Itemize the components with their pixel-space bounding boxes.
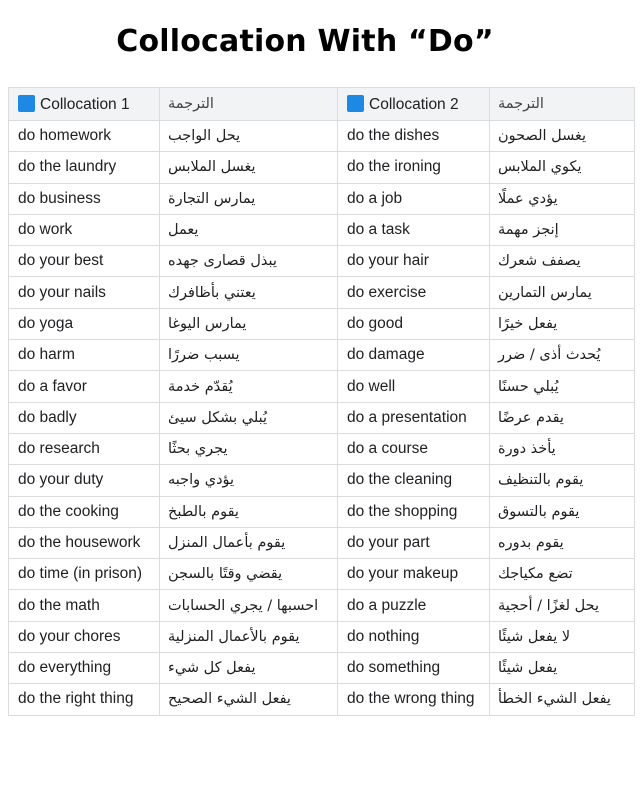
- collocation-1-cell: do your chores: [9, 621, 160, 652]
- table-row: [9, 559, 635, 590]
- collocation-2-cell: do the shopping: [338, 496, 490, 527]
- collocation-1-cell: do homework: [9, 121, 160, 152]
- collocation-1-cell: do work: [9, 214, 160, 245]
- translation-1-cell: يجري بحثًا: [160, 433, 338, 464]
- table-row: [9, 121, 635, 152]
- translation-1-cell: يبذل قصارى جهده: [160, 246, 338, 277]
- collocation-2-cell: do your hair: [338, 246, 490, 277]
- translation-1-cell: يحل الواجب: [160, 121, 338, 152]
- translation-1-cell: يعمل: [160, 214, 338, 245]
- translation-2-cell: يأخذ دورة: [490, 433, 635, 464]
- table-row: [9, 653, 635, 684]
- table-row: [9, 465, 635, 496]
- translation-2-cell: يقوم بالتسوق: [490, 496, 635, 527]
- collocation-1-cell: do your best: [9, 246, 160, 277]
- table-row: [9, 183, 635, 214]
- collocation-1-cell: do the housework: [9, 527, 160, 558]
- translation-1-cell: يفعل كل شيء: [160, 653, 338, 684]
- translation-2-cell: يقوم بالتنظيف: [490, 465, 635, 496]
- collocation-2-cell: do well: [338, 371, 490, 402]
- collocation-2-cell: do your makeup: [338, 559, 490, 590]
- translation-1-cell: يقوم بأعمال المنزل: [160, 527, 338, 558]
- table-row: [9, 308, 635, 339]
- table-row: [9, 496, 635, 527]
- collocation-1-cell: do harm: [9, 340, 160, 371]
- table-row: [9, 527, 635, 558]
- header-collocation-1-label: Collocation 1: [40, 95, 130, 113]
- table-row: [9, 621, 635, 652]
- translation-1-cell: يقضي وقتًا بالسجن: [160, 559, 338, 590]
- collocation-2-cell: do a job: [338, 183, 490, 214]
- translation-2-cell: يُبلي حسنًا: [490, 371, 635, 402]
- translation-1-cell: يقوم بالطبخ: [160, 496, 338, 527]
- collocation-1-cell: do badly: [9, 402, 160, 433]
- translation-1-cell: يؤدي واجبه: [160, 465, 338, 496]
- translation-2-cell: يُحدث أذى / ضرر: [490, 340, 635, 371]
- translation-2-cell: يؤدي عملًا: [490, 183, 635, 214]
- table-row: [9, 340, 635, 371]
- collocation-2-cell: do something: [338, 653, 490, 684]
- collocation-2-cell: do the ironing: [338, 152, 490, 183]
- translation-1-cell: يغسل الملابس: [160, 152, 338, 183]
- collocation-1-cell: do the right thing: [9, 684, 160, 715]
- translation-1-cell: يُقدّم خدمة: [160, 371, 338, 402]
- table-row: [9, 402, 635, 433]
- collocation-2-cell: do exercise: [338, 277, 490, 308]
- translation-2-cell: يمارس التمارين: [490, 277, 635, 308]
- table-row: [9, 152, 635, 183]
- header-collocation-1: [9, 88, 160, 121]
- table-row: [9, 246, 635, 277]
- collocation-1-cell: do business: [9, 183, 160, 214]
- collocation-2-cell: do good: [338, 308, 490, 339]
- table-row: [9, 684, 635, 715]
- collocation-1-cell: do your nails: [9, 277, 160, 308]
- header-translation-1: الترجمة: [160, 88, 338, 121]
- translation-2-cell: يحل لغزًا / أحجية: [490, 590, 635, 621]
- table-body: [9, 121, 635, 716]
- translation-2-cell: يفعل شيئًا: [490, 653, 635, 684]
- collocation-1-cell: do a favor: [9, 371, 160, 402]
- collocation-2-cell: do the dishes: [338, 121, 490, 152]
- table-row: [9, 371, 635, 402]
- translation-1-cell: يقوم بالأعمال المنزلية: [160, 621, 338, 652]
- collocation-2-cell: do a presentation: [338, 402, 490, 433]
- collocation-1-cell: do the math: [9, 590, 160, 621]
- translation-2-cell: إنجز مهمة: [490, 214, 635, 245]
- translation-1-cell: يعتني بأظافرك: [160, 277, 338, 308]
- collocation-2-cell: do a puzzle: [338, 590, 490, 621]
- table-row: [9, 433, 635, 464]
- translation-1-cell: يمارس اليوغا: [160, 308, 338, 339]
- collocation-1-cell: do everything: [9, 653, 160, 684]
- collocation-1-cell: do research: [9, 433, 160, 464]
- collocation-1-cell: do your duty: [9, 465, 160, 496]
- translation-2-cell: يصفف شعرك: [490, 246, 635, 277]
- translation-2-cell: يفعل الشيء الخطأ: [490, 684, 635, 715]
- translation-1-cell: يسبب ضررًا: [160, 340, 338, 371]
- collocation-2-cell: do your part: [338, 527, 490, 558]
- translation-1-cell: احسبها / يجري الحسابات: [160, 590, 338, 621]
- blue-square-icon: [347, 95, 364, 112]
- header-collocation-2-label: Collocation 2: [369, 95, 459, 113]
- collocation-2-cell: do damage: [338, 340, 490, 371]
- translation-1-cell: يفعل الشيء الصحيح: [160, 684, 338, 715]
- translation-1-cell: يمارس التجارة: [160, 183, 338, 214]
- table-row: [9, 590, 635, 621]
- table-row: [9, 277, 635, 308]
- collocation-2-cell: do the cleaning: [338, 465, 490, 496]
- translation-1-cell: يُبلي بشكل سيئ: [160, 402, 338, 433]
- collocation-2-cell: do nothing: [338, 621, 490, 652]
- translation-2-cell: تضع مكياجك: [490, 559, 635, 590]
- collocation-1-cell: do the laundry: [9, 152, 160, 183]
- collocation-1-cell: do time (in prison): [9, 559, 160, 590]
- translation-2-cell: يقوم بدوره: [490, 527, 635, 558]
- collocation-2-cell: do a task: [338, 214, 490, 245]
- collocation-1-cell: do yoga: [9, 308, 160, 339]
- header-row: [9, 88, 635, 121]
- table-row: [9, 214, 635, 245]
- translation-2-cell: لا يفعل شيئًا: [490, 621, 635, 652]
- translation-2-cell: يفعل خيرًا: [490, 308, 635, 339]
- header-collocation-2: [338, 88, 490, 121]
- header-translation-2: الترجمة: [490, 88, 635, 121]
- translation-2-cell: يغسل الصحون: [490, 121, 635, 152]
- translation-2-cell: يقدم عرضًا: [490, 402, 635, 433]
- collocation-1-cell: do the cooking: [9, 496, 160, 527]
- collocation-2-cell: do the wrong thing: [338, 684, 490, 715]
- collocation-table: [8, 87, 635, 716]
- page-title: Collocation With “Do”: [116, 24, 494, 59]
- collocation-2-cell: do a course: [338, 433, 490, 464]
- translation-2-cell: يكوي الملابس: [490, 152, 635, 183]
- blue-square-icon: [18, 95, 35, 112]
